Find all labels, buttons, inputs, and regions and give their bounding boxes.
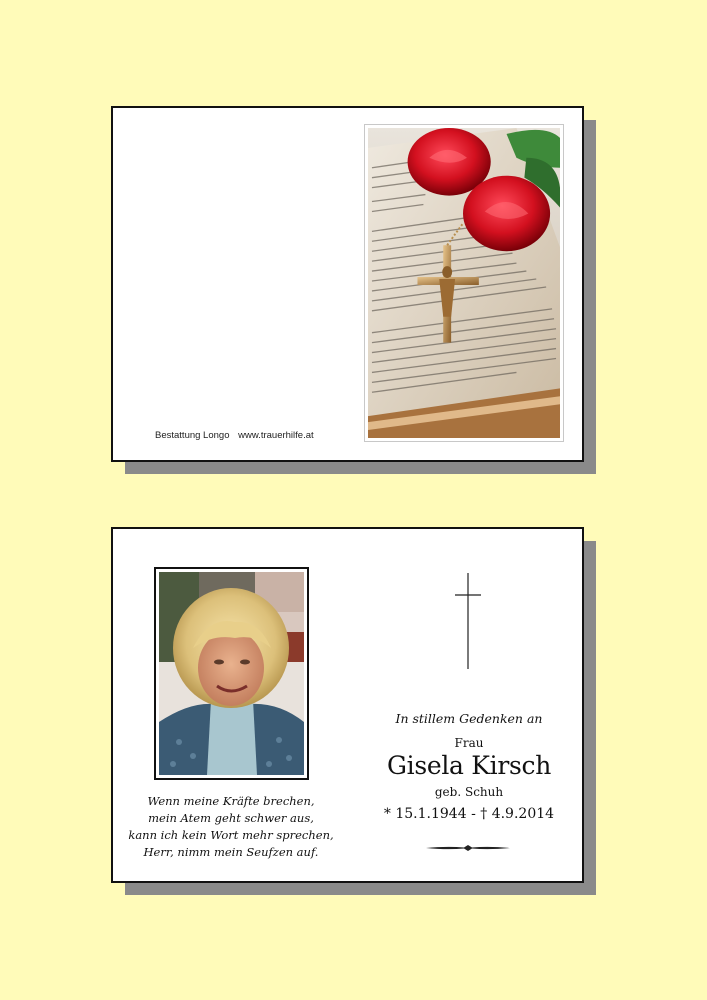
- cross-icon: [453, 573, 483, 669]
- memorial-poem: [113, 793, 349, 861]
- front-picture-frame: [364, 124, 564, 442]
- portrait-frame: [154, 567, 309, 780]
- card-front: [111, 106, 584, 462]
- life-dates: * 15.1.1944 - † 4.9.2014: [383, 806, 555, 822]
- memorial-line: In stillem Gedenken an: [395, 711, 543, 726]
- poem-line: Wenn meine Kräfte brechen,: [147, 794, 315, 808]
- salutation: Frau: [454, 736, 484, 750]
- undertaker-name: Bestattung Longo: [155, 430, 230, 441]
- undertaker-website: www.trauerhilfe.at: [238, 430, 314, 441]
- poem-line: mein Atem geht schwer aus,: [148, 811, 314, 825]
- undertaker-footer: [155, 430, 314, 441]
- maiden-name: geb. Schuh: [434, 785, 504, 799]
- ornament-divider-icon: [426, 844, 510, 852]
- deceased-name: Gisela Kirsch: [386, 751, 552, 780]
- portrait-photo: [159, 572, 304, 775]
- bible-roses-crucifix-image: [368, 128, 560, 438]
- poem-line: Herr, nimm mein Seufzen auf.: [143, 845, 319, 859]
- poem-line: kann ich kein Wort mehr sprechen,: [128, 828, 334, 842]
- card-inside: [111, 527, 584, 883]
